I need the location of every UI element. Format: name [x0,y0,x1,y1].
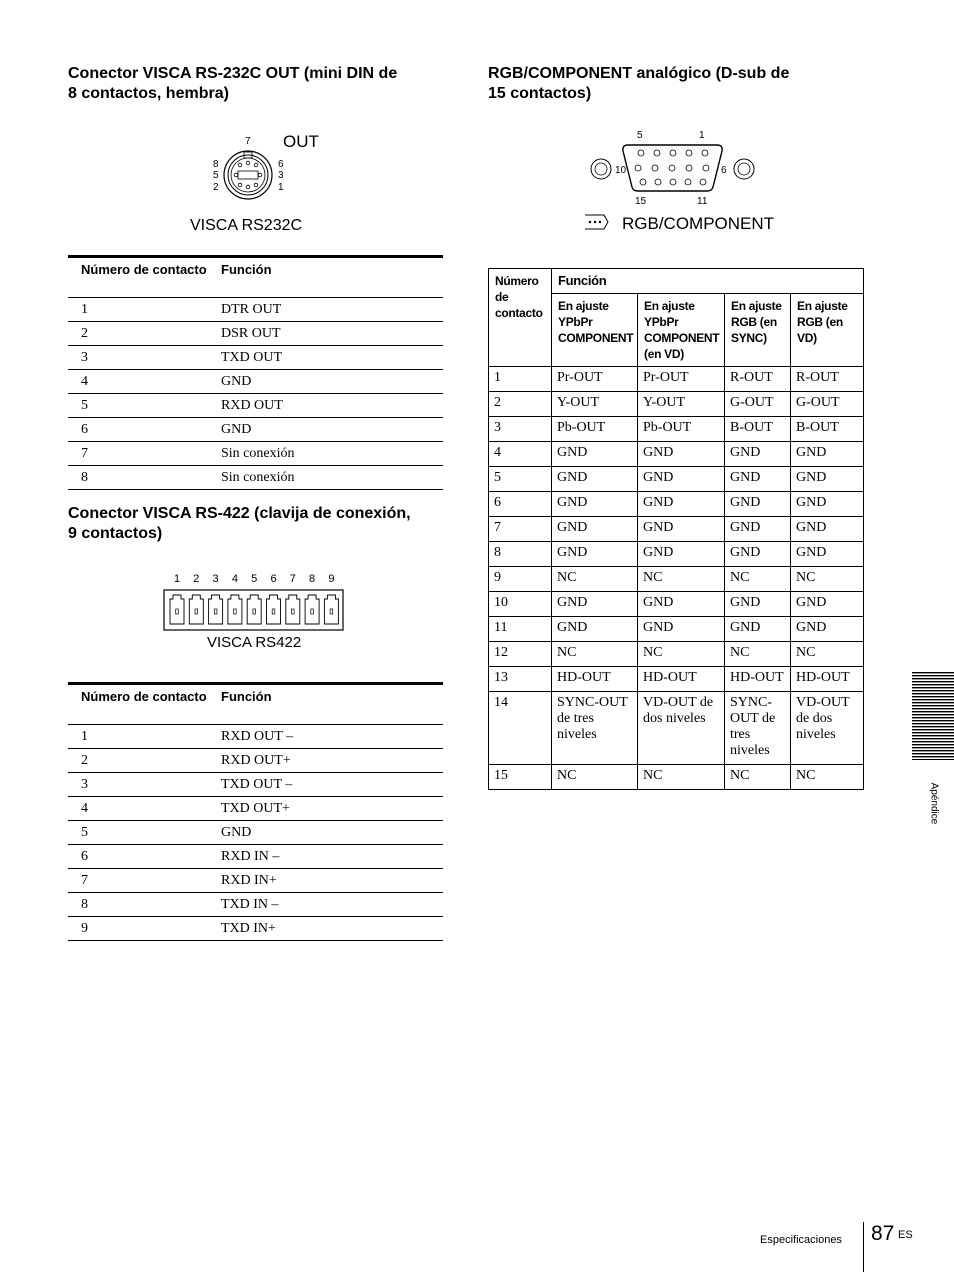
contact-number-cell: 2 [68,749,208,773]
rgb-vd-cell: R-OUT [791,367,864,392]
side-tab-stripe [912,750,954,751]
rgb-vd-cell: VD-OUT de dos niveles [791,692,864,765]
table-row [489,392,864,417]
contact-number-cell: 15 [489,765,552,790]
terminal-pin [286,595,300,624]
rgb-sync-cell: GND [725,467,791,492]
rs422-connector-label: VISCA RS422 [207,634,302,651]
ypbpr-cell: GND [552,517,638,542]
function-cell: TXD IN – [208,893,443,917]
contact-number-cell: 3 [68,346,208,370]
table-row [489,517,864,542]
terminal-pin-slot [292,609,295,614]
side-tab-stripe [912,672,954,673]
side-tab-stripe [912,687,954,688]
terminal-pin [247,595,261,624]
ypbpr-vd-cell: Pb-OUT [638,417,725,442]
table-row [489,692,864,765]
function-cell: RXD OUT [208,394,443,418]
contact-number-cell: 3 [489,417,552,442]
function-cell: DTR OUT [208,298,443,322]
rgb-sync-cell: GND [725,492,791,517]
function-cell: TXD OUT [208,346,443,370]
rs232c-connector-diagram [180,125,340,240]
rs232c-pin-label: 7 [245,136,251,147]
ypbpr-vd-cell: GND [638,592,725,617]
side-tab-stripe [912,708,954,709]
dsub-pin [686,150,692,156]
footer-section-name: Especificaciones [760,1234,842,1246]
contact-number-cell: 9 [489,567,552,592]
rs422-pin-number: 3 [212,573,219,585]
ypbpr-vd-cell: HD-OUT [638,667,725,692]
dsub-pin [686,165,692,171]
rgb-sync-cell: GND [725,442,791,467]
terminal-pin-slot [195,609,198,614]
rgb-vd-cell: GND [791,467,864,492]
table-row [68,298,443,322]
ypbpr-cell: Pb-OUT [552,417,638,442]
rs232c-pin-label: 5 [213,170,219,181]
side-tab-stripe [912,702,954,703]
side-tab-stripe [912,693,954,694]
contact-number-cell: 6 [68,418,208,442]
ypbpr-vd-cell: Pr-OUT [638,367,725,392]
rgb-vd-cell: B-OUT [791,417,864,442]
side-tab-stripe [912,678,954,679]
side-tab-stripe [912,732,954,733]
function-cell: RXD IN – [208,845,443,869]
rgb-heading [488,64,848,104]
rgb-vd-cell: G-OUT [791,392,864,417]
ypbpr-vd-cell: GND [638,467,725,492]
table-row [489,617,864,642]
rs232c-heading-line2: 8 contactos, hembra) [68,85,229,102]
ypbpr-cell: GND [552,442,638,467]
table-row [68,725,443,749]
terminal-pin [324,595,338,624]
side-tab-stripe [912,759,954,760]
dsub-pin [700,179,706,185]
function-cell: Sin conexión [208,442,443,466]
terminal-pin-slot [176,609,179,614]
dsub-pin-label: 10 [615,165,627,176]
rgb-sync-cell: GND [725,542,791,567]
side-tab-stripe [912,756,954,757]
rs232c-pin-label: 2 [213,182,219,193]
table-row [489,592,864,617]
side-tab-stripe [912,726,954,727]
rgb-vd-cell: GND [791,542,864,567]
contact-number-cell: 14 [489,692,552,765]
rs422-pin-number: 9 [328,573,335,585]
rs232c-pin-label: 6 [278,159,284,170]
rgb-vd-cell: HD-OUT [791,667,864,692]
side-tab-stripe [912,723,954,724]
ypbpr-vd-cell: GND [638,617,725,642]
rgb-heading-line2: 15 contactos) [488,85,592,102]
contact-number-cell: 12 [489,642,552,667]
rgb-vd-cell: GND [791,442,864,467]
terminal-pin [305,595,319,624]
side-tab-stripe [912,738,954,739]
subheader-ypbpr-vd: En ajuste YPbPr COMPONENT (en VD) [638,294,725,367]
table-row [68,418,443,442]
rgb-connector-label: RGB/COMPONENT [622,214,775,233]
dsub-pin [670,179,676,185]
rs422-pin-number: 6 [270,573,277,585]
ypbpr-vd-cell: NC [638,642,725,667]
dsub-pin [669,165,675,171]
page-language: ES [898,1229,913,1241]
rs232c-heading [68,64,448,104]
side-tab-label: Apéndice [928,782,940,825]
rgb-vd-cell: NC [791,642,864,667]
contact-number-cell: 7 [68,869,208,893]
side-tab-stripe [912,705,954,706]
side-tab-stripes [912,672,954,760]
contact-number-cell: 3 [68,773,208,797]
contact-number-cell: 6 [489,492,552,517]
rs422-heading-line2: 9 contactos) [68,525,163,542]
side-tab-stripe [912,675,954,676]
ypbpr-vd-cell: GND [638,442,725,467]
rgb-sync-cell: NC [725,642,791,667]
rgb-sync-cell: R-OUT [725,367,791,392]
table-row [68,773,443,797]
side-tab-stripe [912,684,954,685]
function-cell: RXD IN+ [208,869,443,893]
rs422-pin-number: 4 [231,573,238,585]
contact-number-cell: 7 [489,517,552,542]
contact-number-cell: 5 [489,467,552,492]
ypbpr-cell: GND [552,592,638,617]
table-row [68,394,443,418]
rgb-vd-cell: GND [791,492,864,517]
contact-number-cell: 2 [489,392,552,417]
column-header-function: Función [208,257,443,298]
dsub-pin [703,165,709,171]
function-cell: GND [208,370,443,394]
mini-din-connector-icon [224,151,272,199]
terminal-pin [228,595,242,624]
table-row [489,542,864,567]
ypbpr-vd-cell: GND [638,517,725,542]
ypbpr-vd-cell: NC [638,765,725,790]
ypbpr-cell: GND [552,492,638,517]
table-header-row [68,684,443,725]
ypbpr-cell: GND [552,617,638,642]
ypbpr-vd-cell: Y-OUT [638,392,725,417]
contact-number-cell: 13 [489,667,552,692]
rgb-sync-cell: G-OUT [725,392,791,417]
function-cell: TXD IN+ [208,917,443,941]
contact-number-cell: 10 [489,592,552,617]
dsub-pin [685,179,691,185]
rs422-pin-number: 7 [289,573,296,585]
table-row [68,893,443,917]
ypbpr-vd-cell: GND [638,492,725,517]
rs232c-pin-label: 8 [213,159,219,170]
ypbpr-cell: NC [552,567,638,592]
dsub-pin-label: 15 [635,196,647,207]
rs422-pin-number: 8 [309,573,316,585]
ypbpr-cell: Y-OUT [552,392,638,417]
function-cell: TXD OUT+ [208,797,443,821]
ypbpr-vd-cell: NC [638,567,725,592]
contact-number-cell: 1 [68,725,208,749]
column-header-contact: Número de contacto [68,684,208,725]
ypbpr-vd-cell: VD-OUT de dos niveles [638,692,725,765]
contact-number-cell: 9 [68,917,208,941]
page-number: 87 [871,1222,895,1245]
table-row [489,642,864,667]
rs422-heading [68,504,448,544]
dsub-pin [635,165,641,171]
terminal-pin-slot [214,609,217,614]
rgb-vd-cell: GND [791,617,864,642]
dsub-pin [670,150,676,156]
terminal-pin [170,595,184,624]
rgb-vd-cell: NC [791,567,864,592]
ypbpr-cell: NC [552,765,638,790]
column-header-function: Función [208,684,443,725]
dsub-pin-label: 11 [697,196,708,207]
rs422-pin-number: 2 [193,573,200,585]
contact-number-cell: 11 [489,617,552,642]
rgb-vd-cell: GND [791,592,864,617]
table-row [68,845,443,869]
subheader-rgb-sync: En ajuste RGB (en SYNC) [725,294,791,367]
dsub-pin-label: 1 [699,130,705,141]
side-tab-stripe [912,690,954,691]
function-cell: RXD OUT+ [208,749,443,773]
side-tab-stripe [912,735,954,736]
rs232c-pin-label: 3 [278,170,284,181]
rs422-pin-number: 5 [251,573,258,585]
rgb-connector-diagram [585,125,775,240]
rgb-sync-cell: GND [725,592,791,617]
terminal-pin-slot [234,609,237,614]
side-tab-stripe [912,747,954,748]
table-row [68,346,443,370]
rgb-vd-cell: GND [791,517,864,542]
contact-number-cell: 4 [68,370,208,394]
rgb-vd-cell: NC [791,765,864,790]
side-tab-stripe [912,744,954,745]
dsub-pin [652,165,658,171]
rs232c-connector-label: VISCA RS232C [190,217,303,234]
rgb-table [488,268,864,790]
footer-divider [863,1222,864,1272]
rgb-sync-cell: GND [725,617,791,642]
side-tab-stripe [912,729,954,730]
function-cell: RXD OUT – [208,725,443,749]
terminal-pin-slot [330,609,333,614]
function-cell: Sin conexión [208,466,443,490]
ypbpr-cell: SYNC-OUT de tres niveles [552,692,638,765]
table-row [68,466,443,490]
ypbpr-cell: NC [552,642,638,667]
dsub-pin [655,179,661,185]
contact-number-cell: 1 [68,298,208,322]
contact-number-cell: 8 [68,466,208,490]
rs422-pin-number: 1 [173,573,181,585]
rs422-connector-diagram [160,568,350,658]
rgb-sync-cell: GND [725,517,791,542]
contact-number-cell: 8 [489,542,552,567]
rgb-heading-line1: RGB/COMPONENT analógico (D-sub de [488,65,790,82]
table-row [68,869,443,893]
table-row [489,442,864,467]
rgb-sync-cell: HD-OUT [725,667,791,692]
dsub-pin [702,150,708,156]
function-cell: GND [208,821,443,845]
dsub-pin-label: 5 [637,130,643,141]
rgb-sync-cell: NC [725,765,791,790]
side-tab-stripe [912,696,954,697]
rs232c-out-label: OUT [283,132,319,151]
table-row [489,492,864,517]
contact-number-cell: 1 [489,367,552,392]
rgb-sync-cell: SYNC-OUT de tres niveles [725,692,791,765]
rs422-table [68,682,443,941]
side-tab-stripe [912,753,954,754]
contact-number-cell: 4 [489,442,552,467]
rs422-heading-line1: Conector VISCA RS-422 (clavija de conexión, [68,505,411,522]
table-row [489,567,864,592]
side-tab-stripe [912,714,954,715]
table-row [489,417,864,442]
ypbpr-cell: Pr-OUT [552,367,638,392]
ypbpr-cell: GND [552,467,638,492]
terminal-pin [189,595,203,624]
column-header-contact: Número de contacto [489,269,552,367]
table-row [489,765,864,790]
dsub-pin [640,179,646,185]
table-row [68,442,443,466]
rs232c-pin-label: 1 [278,182,284,193]
subheader-ypbpr: En ajuste YPbPr COMPONENT [552,294,638,367]
dsub-pin [638,150,644,156]
table-row [489,667,864,692]
function-cell: GND [208,418,443,442]
side-tab-stripe [912,717,954,718]
terminal-pin [209,595,223,624]
rs232c-heading-line1: Conector VISCA RS-232C OUT (mini DIN de [68,65,398,82]
rs232c-table [68,255,443,490]
contact-number-cell: 4 [68,797,208,821]
ypbpr-cell: HD-OUT [552,667,638,692]
table-row [68,749,443,773]
side-tab-stripe [912,720,954,721]
terminal-pin-slot [272,609,275,614]
side-tab-stripe [912,699,954,700]
contact-number-cell: 2 [68,322,208,346]
ypbpr-vd-cell: GND [638,542,725,567]
dsub-pin-label: 6 [721,165,727,176]
contact-number-cell: 7 [68,442,208,466]
table-row [68,322,443,346]
side-tab-stripe [912,681,954,682]
table-row [68,821,443,845]
function-cell: DSR OUT [208,322,443,346]
rgb-port-icon [585,215,608,229]
contact-number-cell: 5 [68,394,208,418]
side-tab-stripe [912,741,954,742]
terminal-pin-slot [311,609,314,614]
table-row [489,367,864,392]
rgb-sync-cell: B-OUT [725,417,791,442]
terminal-pin-slot [253,609,256,614]
table-row [68,797,443,821]
rgb-sync-cell: NC [725,567,791,592]
table-row [68,917,443,941]
function-cell: TXD OUT – [208,773,443,797]
subheader-rgb-vd: En ajuste RGB (en VD) [791,294,864,367]
table-header-row [68,257,443,298]
side-tab-stripe [912,711,954,712]
column-header-function: Función [552,269,864,294]
contact-number-cell: 5 [68,821,208,845]
table-row [68,370,443,394]
ypbpr-cell: GND [552,542,638,567]
terminal-pin [267,595,281,624]
table-header-row [489,269,864,294]
table-row [489,467,864,492]
column-header-contact: Número de contacto [68,257,208,298]
contact-number-cell: 8 [68,893,208,917]
contact-number-cell: 6 [68,845,208,869]
dsub-pin [654,150,660,156]
